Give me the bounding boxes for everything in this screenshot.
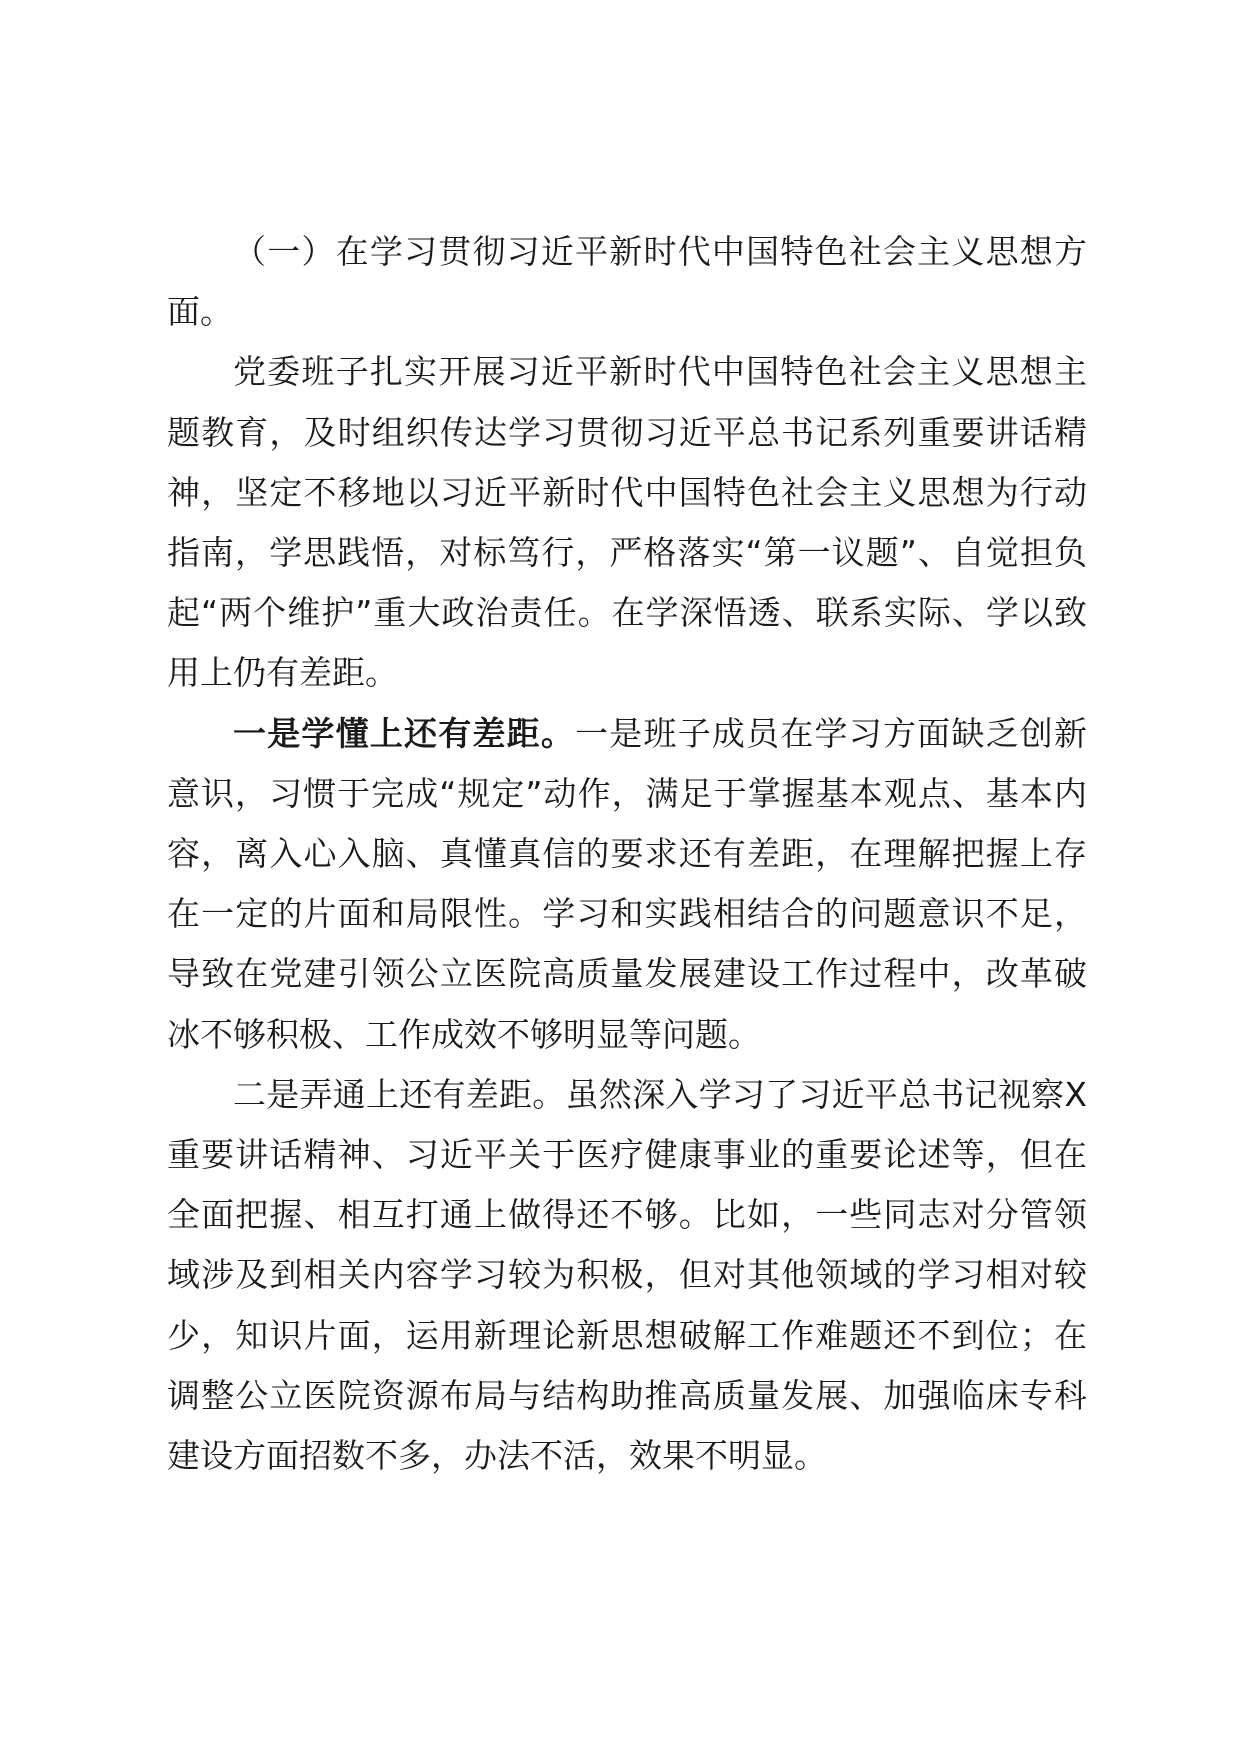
section-heading: （一）在学习贯彻习近平新时代中国特色社会主义思想方面。	[167, 232, 1087, 332]
paragraph-text: 一是班子成员在学习方面缺乏创新意识，习惯于完成“规定”动作，满足于掌握基本观点、基本内容，离入心入脑、真懂真信的要求还有差距，在理解把握上存在一定的片面和局限性。学习和实践相结合的问题意识不足，导致在党建引领公立医院高质量发展建设工作过程中，改革破冰不够积极、工作成效不够明显等问题。	[167, 713, 1088, 1054]
paragraph-lead: 一是学懂上还有差距。	[233, 713, 576, 753]
paragraph-text: 党委班子扎实开展习近平新时代中国特色社会主义思想主题教育，及时组织传达学习贯彻习近平总书记系列重要讲话精神，坚定不移地以习近平新时代中国特色社会主义思想为行动指南，学思践悟，对标笃行，严格落实“第一议题”、自觉担负起“两个维护”重大政治责任。在学深悟透、联系实际、学以致用上仍有差距。	[167, 352, 1087, 693]
document-body	[167, 222, 1087, 1486]
paragraph-2	[167, 704, 1087, 1065]
paragraph-text: 二是弄通上还有差距。虽然深入学习了习近平总书记视察X重要讲话精神、习近平关于医疗健康事业的重要论述等，但在全面把握、相互打通上做得还不够。比如，一些同志对分管领域涉及到相关内容学习较为积极，但对其他领域的学习相对较少，知识片面，运用新理论新思想破解工作难题还不到位；在调整公立医院资源布局与结构助推高质量发展、加强临床专科建设方面招数不多，办法不活，效果不明显。	[167, 1074, 1087, 1476]
paragraph-3	[167, 1065, 1087, 1486]
paragraph-1	[167, 342, 1087, 703]
